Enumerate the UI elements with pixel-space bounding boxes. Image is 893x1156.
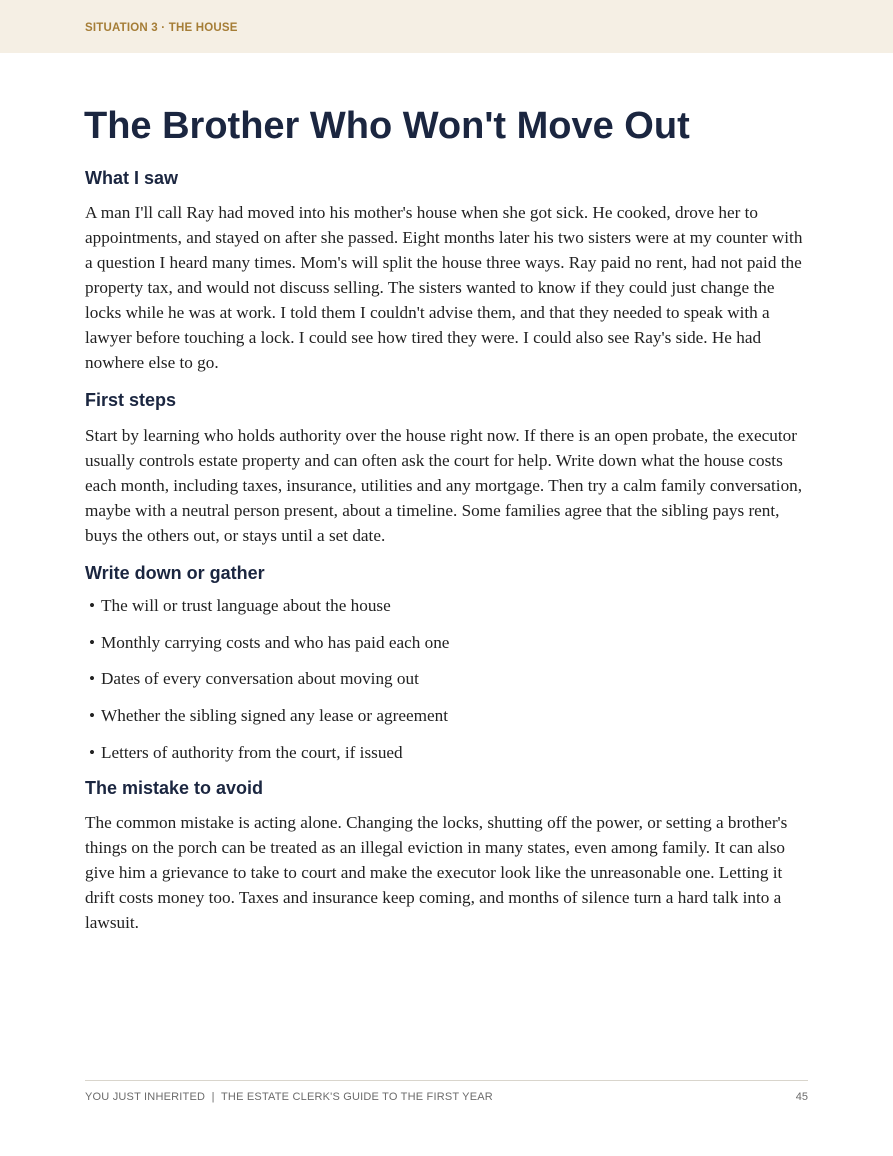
heading-what-i-saw: What I saw [85,168,179,188]
list-item: • Letters of authority from the court, if issued [85,740,810,765]
page-title: The Brother Who Won't Move Out [84,105,690,147]
header-band [0,0,893,53]
paragraph-mistake-to-avoid: The common mistake is acting alone. Changing the locks, shutting off the power, or setting a brother's things on the porch can be treated as an illegal eviction in many states, even among family. It can also give him a grievance to take to court and make the executor look like the unreasonable one. Letting it drift costs money too. Taxes and insurance keep coming, and months of silence turn a hard talk into a lawsuit. [85,813,788,933]
list-item: • Dates of every conversation about moving out [85,666,810,691]
heading-first-steps: First steps [85,390,177,410]
heading-mistake-to-avoid: The mistake to avoid [85,778,264,799]
gather-list [85,593,810,765]
list-item: • Monthly carrying costs and who has paid each one [85,630,810,655]
bullet-icon: • [89,596,96,615]
bullet-icon: • [89,742,96,762]
paragraph-first-steps: Start by learning who holds authority over the house right now. If there is an open probate, the executor usually controls estate property and can often ask the court for help. Write down what the house costs each month, including taxes, insurance, utilities and any mortgage. Then try a calm family conversation, maybe with a neutral person present, about a timeline. Some families agree that the sibling pays rent, buys the others out, or stays until a set date. [85,426,803,545]
bullet-icon: • [89,669,96,689]
bullet-icon: • [89,632,96,652]
article-body [85,166,810,935]
paragraph-what-i-saw: A man I'll call Ray had moved into his mother's house when she got sick. He cooked, drove her to appointments, and stayed on after she passed. Eight months later his two sisters were at my counter with a question I heard many times. Mom's will split the house three ways. Ray paid no rent, had not paid the property tax, and would not discuss selling. The sisters wanted to know if they could just change the locks while he was at work. I told them I couldn't advise them, and that they needed to speak with a lawyer before touching a lock. I could see how tired they were. I could also see Ray's side. He had nowhere else to go. [85,203,803,372]
footer-divider [85,1080,808,1081]
section-kicker: SITUATION 3 · THE HOUSE [85,22,238,34]
bullet-icon: • [89,706,96,726]
heading-write-down-or-gather: Write down or gather [85,563,265,583]
footer-book-title: YOU JUST INHERITED | THE ESTATE CLERK'S GUIDE TO THE FIRST YEAR [85,1091,493,1103]
list-item: • Whether the sibling signed any lease or agreement [85,703,810,728]
page-number: 45 [795,1091,808,1103]
list-item: • The will or trust language about the house [85,593,810,618]
